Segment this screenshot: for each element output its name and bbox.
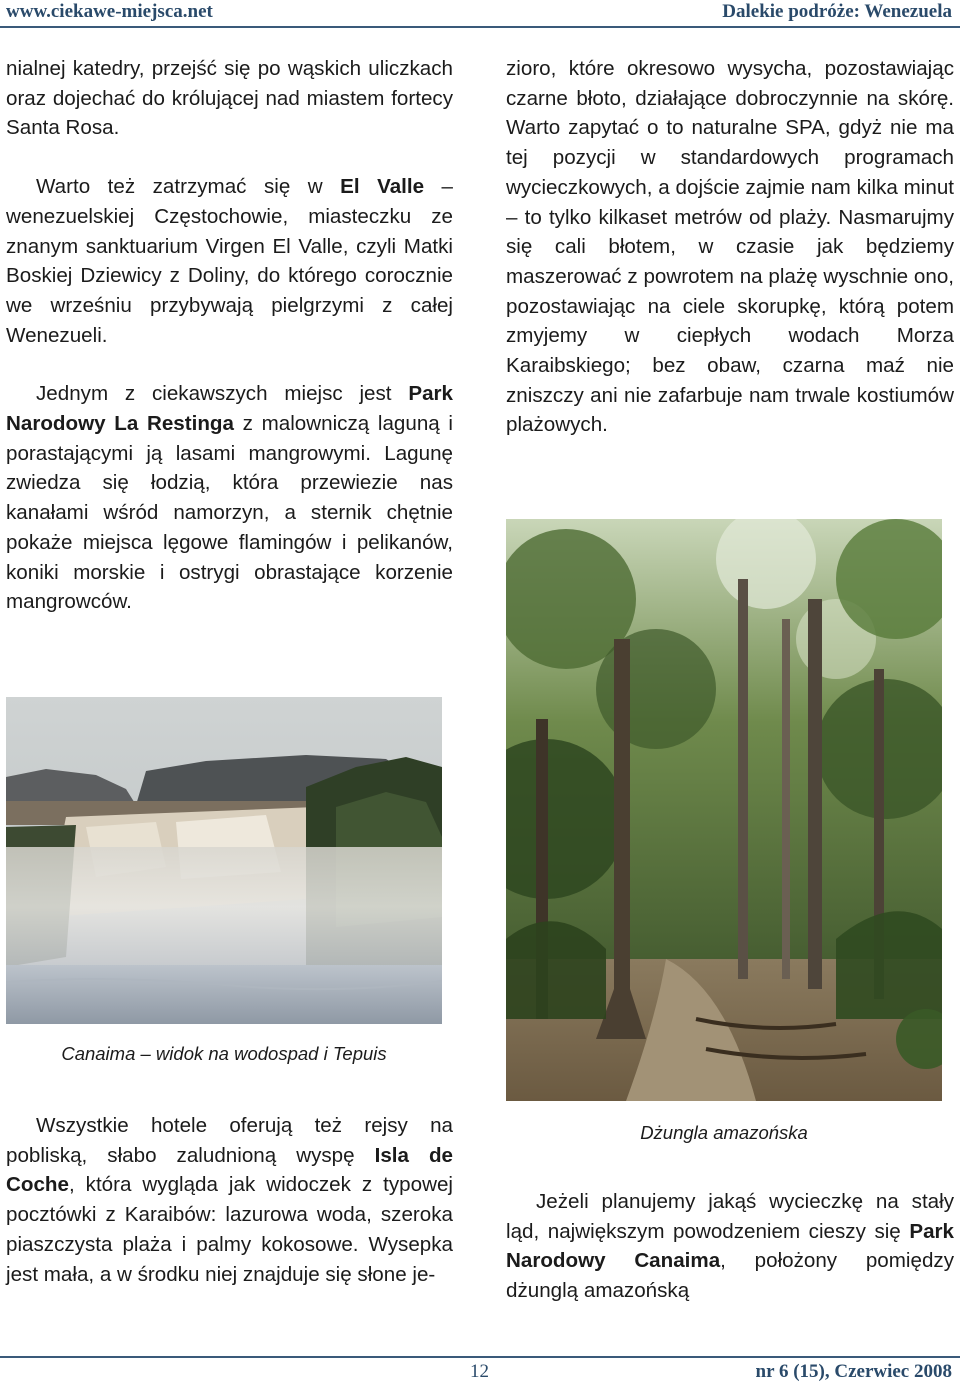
paragraph: Warto też zatrzymać się w El Valle – wenezuelskiej Częstochowie, miasteczku ze znanym sanktuarium Virgen El Valle, czyli Matki Boskiej Dziewicy z Doliny, do którego corocznie we wrześniu przybywają pielgrzymi z całej Wenezueli. xyxy=(6,175,453,347)
site-url[interactable]: www.ciekawe-miejsca.net xyxy=(6,1,213,22)
header-rule xyxy=(0,26,960,28)
footer-rule xyxy=(0,1356,960,1358)
paragraph: Jednym z ciekawszych miejsc jest Park Narodowy La Restinga z malowniczą laguną i porastającymi ją lasami mangrowymi. Lagunę zwiedza się łodzią, która przewiezie nas kanałami wśród namorzyn, a sternik chętnie pokaże miejsca lęgowe flamingów i pelikanów, koniki morskie i ostrygi obrastające korzenie mangrowców. xyxy=(6,382,453,614)
paragraph: Wszystkie hotele oferują też rejsy na pobliską, słabo zaludnioną wyspę Isla de Coche, która wygląda jak widoczek z typowej pocztówki z Karaibów: lazurowa woda, szeroka piaszczysta plaża i palmy kokosowe. Wysepka jest mała, a w środku niej znajduje się słone je- xyxy=(6,1114,453,1286)
right-column-top xyxy=(506,54,954,440)
jungle-photo xyxy=(506,519,942,1101)
section-title: Dalekie podróże: Wenezuela xyxy=(722,1,952,22)
right-column-bottom xyxy=(506,1187,954,1306)
place-name: Park Narodowy La Restinga xyxy=(6,382,453,436)
place-name: El Valle xyxy=(340,175,425,199)
left-column-bottom xyxy=(6,1111,453,1289)
paragraph: nialnej katedry, przejść się po wąskich uliczkach oraz dojechać do królującej nad miastem fortecy Santa Rosa. xyxy=(6,57,453,140)
left-column-top xyxy=(6,54,453,617)
place-name: Park Narodowy Canaima xyxy=(506,1219,954,1273)
issue-label: nr 6 (15), Czerwiec 2008 xyxy=(755,1361,952,1382)
paragraph: zioro, które okresowo wysycha, pozostawiając czarne błoto, działające dobroczynnie na skórę. Warto zapytać o to naturalne SPA, gdyż nie ma tej pozycji w standardowych programach wycieczkowych, a dojście zajmie nam kilka minut – to tylko kilkaset metrów od plaży. Nasmarujmy się cali błotem, w czasie jak będziemy maszerować z powrotem na plażę wyschnie ono, pozostawiając na ciele skorupkę, którą potem zmyjemy w ciepłych wodach Morza Karaibskiego; bez obaw, czarna maź nie zniszczy ani nie zafarbuje nam trwale kostiumów plażowych. xyxy=(506,57,954,437)
waterfall-caption: Canaima – widok na wodospad i Tepuis xyxy=(61,1043,387,1064)
jungle-caption: Dżungla amazońska xyxy=(640,1122,808,1143)
place-name: Isla de Coche xyxy=(6,1143,453,1197)
page-header xyxy=(0,0,960,26)
page-number: 12 xyxy=(470,1361,489,1382)
page-footer xyxy=(0,1356,960,1386)
waterfall-photo xyxy=(6,697,442,1024)
paragraph: Jeżeli planujemy jakąś wycieczkę na stały ląd, największym powodzeniem cieszy się Park Narodowy Canaima, położony pomiędzy dżunglą amazońską xyxy=(506,1190,954,1303)
